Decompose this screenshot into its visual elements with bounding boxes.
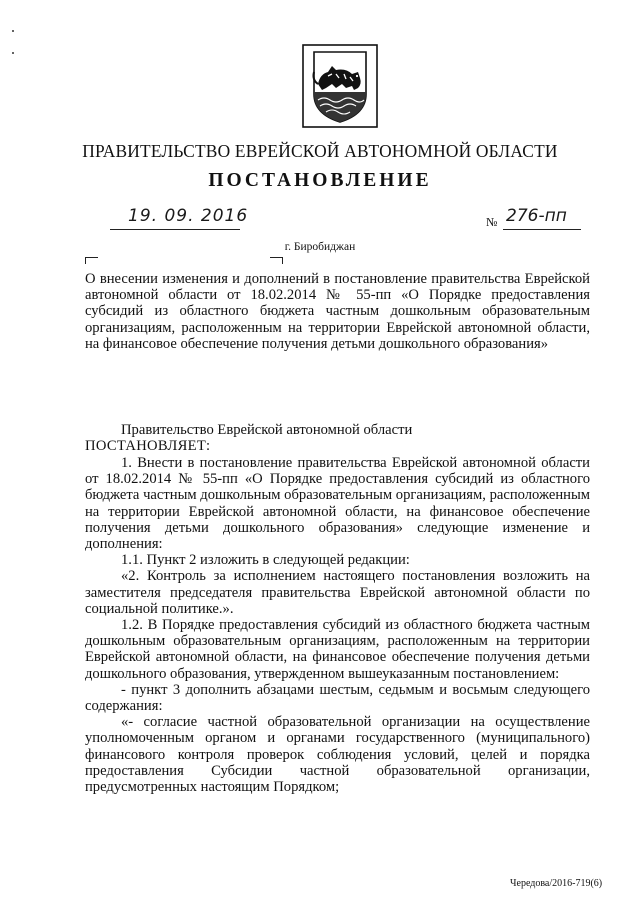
- preamble-line: Правительство Еврейской автономной области: [121, 422, 413, 438]
- preamble-decree-word: ПОСТАНОВЛЯЕТ:: [85, 438, 211, 455]
- body-paragraph: 1.1. Пункт 2 изложить в следующей редакции:: [121, 552, 410, 569]
- handwritten-document-number: 276-пп: [506, 206, 567, 226]
- birobidzhan-tiger-coat-of-arms-icon: [302, 44, 378, 128]
- body-paragraph: - пункт 3 дополнить абзацами шестым, седьмым и восьмым следующего содержания:: [85, 681, 590, 715]
- subject-bracket-left: [85, 257, 98, 264]
- body-paragraph: «2. Контроль за исполнением настоящего постановления возложить на заместителя председателя правительства Еврейской автономной области по социальной политике.».: [85, 568, 590, 617]
- government-title: ПРАВИТЕЛЬСТВО ЕВРЕЙСКОЙ АВТОНОМНОЙ ОБЛАСТИ: [82, 141, 558, 161]
- city-line: г. Биробиджан: [284, 241, 356, 253]
- document-subject: [85, 271, 590, 352]
- body-paragraph: «- согласие частной образовательной организации на осуществление уполномоченным органом и органами государственного (муниципального) финансового контроля проверок соблюдения условий, целей и порядка предоставления Субсидии частной образовательной организации, предусмотренных настоящим Порядком;: [85, 714, 590, 796]
- subject-bracket-right: [270, 257, 283, 264]
- document-body: [85, 455, 590, 795]
- subject-text: О внесении изменения и дополнений в постановление правительства Еврейской автономной области от 18.02.2014 № 55-пп «О Порядке предоставления субсидий из областного бюджета частным дошкольным образовательным организациям, расположенным на территории Еврейской автономной области, на финансовое обеспечение получения детьми дошкольного образования»: [85, 271, 590, 352]
- scan-speck: [12, 30, 14, 32]
- preamble: [85, 422, 590, 454]
- scan-speck: [12, 52, 14, 54]
- body-paragraph: 1.2. В Порядке предоставления субсидий из областного бюджета частным дошкольным образовательным организациям, расположенным на территории Еврейской автономной области, на финансовое обеспечение получения детьми дошкольного образования, утвержденном вышеуказанным постановлением:: [85, 617, 590, 682]
- handwritten-date: 19. 09. 2016: [128, 206, 249, 226]
- number-prefix: №: [486, 215, 498, 229]
- footer-reference: Чередова/2016-719(6): [510, 878, 603, 889]
- document-type-heading: ПОСТАНОВЛЕНИЕ: [208, 170, 432, 191]
- date-underline: [110, 229, 240, 230]
- body-paragraph: 1. Внести в постановление правительства Еврейской автономной области от 18.02.2014 № 55-пп «О Порядке предоставления субсидий из областного бюджета частным дошкольным образовательным организациям, расположенным на территории Еврейской автономной области, на финансовое обеспечение получения детьми дошкольного образования» следующие изменение и дополнения:: [85, 455, 590, 553]
- number-underline: [503, 229, 581, 230]
